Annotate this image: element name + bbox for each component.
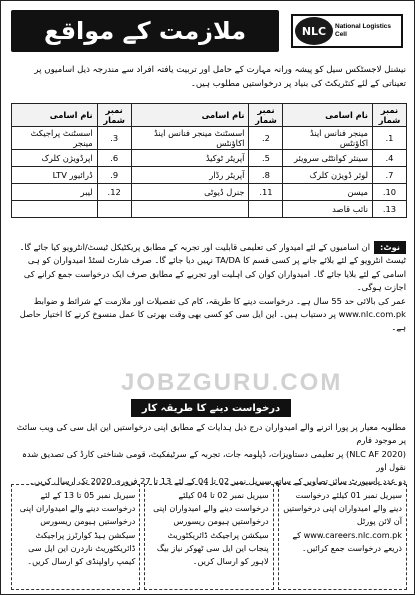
table-cell: 2.: [249, 127, 283, 150]
table-row: [12, 167, 407, 184]
table-cell: 10.: [373, 184, 407, 201]
page-title: ملازمت کے مواقع: [11, 10, 279, 52]
header-cell: نام اسامی: [283, 104, 373, 127]
table-cell: آپریٹر ٹوکیڈ: [131, 150, 249, 167]
table-cell: 4.: [373, 150, 407, 167]
header-cell: نام اسامی: [131, 104, 249, 127]
table-cell: [12, 201, 98, 218]
table-cell: سینئر کوانٹٹی سرویئر: [283, 150, 373, 167]
note-line: اسامی کے لئے بلایا جائے گا۔ امیدواران کوان کی اہلیت اور تجربے کے مطابق صرف ایک درخواست جمع کرانے کی اجازت ہوگی۔: [23, 268, 406, 293]
table-cell: آپریٹر رڈار: [131, 167, 249, 184]
instruction-box-serial-01: سیریل نمبر 01 کیلئے درخواست دینے والے امیدواران اپنی درخواستیں آن لائن پورٹل www.careers.nlc.com.pk کے ذریعے درخواست جمع کرائیں۔: [278, 484, 407, 590]
apply-line: مطلوبہ معیار پر پورا اترنے والے امیدواران درج ذیل ہدایات کے مطابق اپنی درخواستیں این ایل سی کی ویب سائٹ پر موجود فارم: [16, 422, 406, 446]
logo-badge: NLC: [295, 17, 333, 45]
note-line: عمر کی بالائی حد 55 سال ہے۔ درخواست دینے کا طریقہ، کام کی تفصیلات اور ملازمت کے شرائط و ضوابط: [33, 295, 406, 306]
intro-text: نیشنل لاجسٹکس سیل کو پیشہ ورانہ مہارت کے حامل اور تربیت یافتہ افراد سے مندرجہ ذیل اسامیوں پر تعیناتی کے لئے کنٹریکٹ کی بنیاد پر درخواستیں مطلوب ہیں۔: [34, 65, 406, 89]
table-cell: لیبر: [12, 184, 98, 201]
apply-section: [11, 421, 406, 488]
apply-line: دو عدد پاسپورٹ سائز تصاویر کے ساتھ سیریل نمبر 02 تا 04 کے لئے 13 تا 27 فروری 2020 تک ارسال کریں۔: [29, 475, 406, 486]
table-cell: ڈرائیور LTV: [12, 167, 98, 184]
apply-heading: درخواست دینے کا طریقہ کار: [131, 399, 291, 417]
table-row: [12, 150, 407, 167]
note-text: ان اسامیوں کے لئے امیدوار کی تعلیمی قابلیت اور تجربہ کے مطابق پریکٹیکل ٹیسٹ/انٹرویو کیا جائے گا۔: [19, 242, 371, 252]
header-cell: نام اسامی: [12, 104, 98, 127]
table-cell: 1.: [373, 127, 407, 150]
table-cell: 7.: [373, 167, 407, 184]
table-cell: اپرڈویژن کلرک: [12, 150, 98, 167]
table-row: [12, 184, 407, 201]
table-cell: [249, 201, 283, 218]
header-cell: نمبر شمار: [249, 104, 283, 127]
table-cell: 11.: [249, 184, 283, 201]
table-cell: میسن: [283, 184, 373, 201]
table-cell: 8.: [249, 167, 283, 184]
notes-section: [11, 241, 406, 335]
table-cell: 13.: [373, 201, 407, 218]
note-label: نوٹ:: [374, 241, 406, 254]
table-cell: [131, 201, 249, 218]
table-cell: اسسٹنٹ پراجیکٹ مینجر: [12, 127, 98, 150]
posts-table: [11, 103, 407, 218]
table-cell: 5.: [249, 150, 283, 167]
table-row: [12, 127, 407, 150]
table-cell: لوئر ڈویژن کلرک: [283, 167, 373, 184]
instruction-box-serial-02-04: سیریل نمبر 02 تا 04 کیلئے درخواست دینے والے امیدواران اپنی درخواستیں ہیومن ریسورس سیکشن پراجیکٹ ڈائریکٹوریٹ پنجاب این ایل سی ٹھوکر نیاز بیگ لاہور کو ارسال کریں۔: [144, 484, 273, 590]
table-cell: مینجر فنانس اینڈ اکاؤنٹس: [283, 127, 373, 150]
note-line: ٹیسٹ انٹرویو کے لئے بلائے جانے پر کسی قسم کا TA/DA نہیں دیا جائے گا۔ صرف شارٹ لسٹڈ امیدواران کو ہی: [27, 255, 406, 266]
table-cell: 12.: [97, 184, 131, 201]
header-cell: نمبر شمار: [97, 104, 131, 127]
table-cell: نائب قاصد: [283, 201, 373, 218]
note-line: www.nlc.com.pk پر دستیاب ہیں۔ این ایل سی کو کسی بھی وقت بھرتی کا عمل منسوخ کرنے کا اختیار حاصل ہے۔: [19, 309, 406, 333]
table-cell: 3.: [97, 127, 131, 150]
table-cell: جنرل ڈیوٹی: [131, 184, 249, 201]
table-cell: اسسٹنٹ مینجر فنانس اینڈ اکاؤنٹس: [131, 127, 249, 150]
watermark: JOBZGURU.COM: [121, 369, 343, 396]
table-header-row: [12, 104, 407, 127]
note-line: [11, 241, 406, 254]
header-cell: نمبر شمار: [373, 104, 407, 127]
table-cell: 6.: [97, 150, 131, 167]
logo-subtitle: National Logistics Cell: [335, 23, 391, 38]
instruction-boxes: [11, 484, 407, 590]
ad-header: [1, 1, 414, 59]
table-cell: 9.: [97, 167, 131, 184]
instruction-box-serial-05-13: سیریل نمبر 05 تا 13 کے لئے درخواست دینے والے امیدواران اپنی درخواستیں ہیومن ریسورس سیکشن ہیڈ کوارٹرز پراجیکٹ ڈائریکٹوریٹ ناردرن این ایل سی کیمپ راولپنڈی کو ارسال کریں۔: [11, 484, 140, 590]
nlc-logo: [291, 14, 403, 48]
table-row: [12, 201, 407, 218]
table-cell: [97, 201, 131, 218]
apply-line: (NLC AF 2020) پر تعلیمی دستاویزات، ڈپلومہ جات، تجربہ کے سرٹیفکیٹ، قومی شناختی کارڈ کی تصدیق شدہ نقول اور: [21, 448, 406, 473]
